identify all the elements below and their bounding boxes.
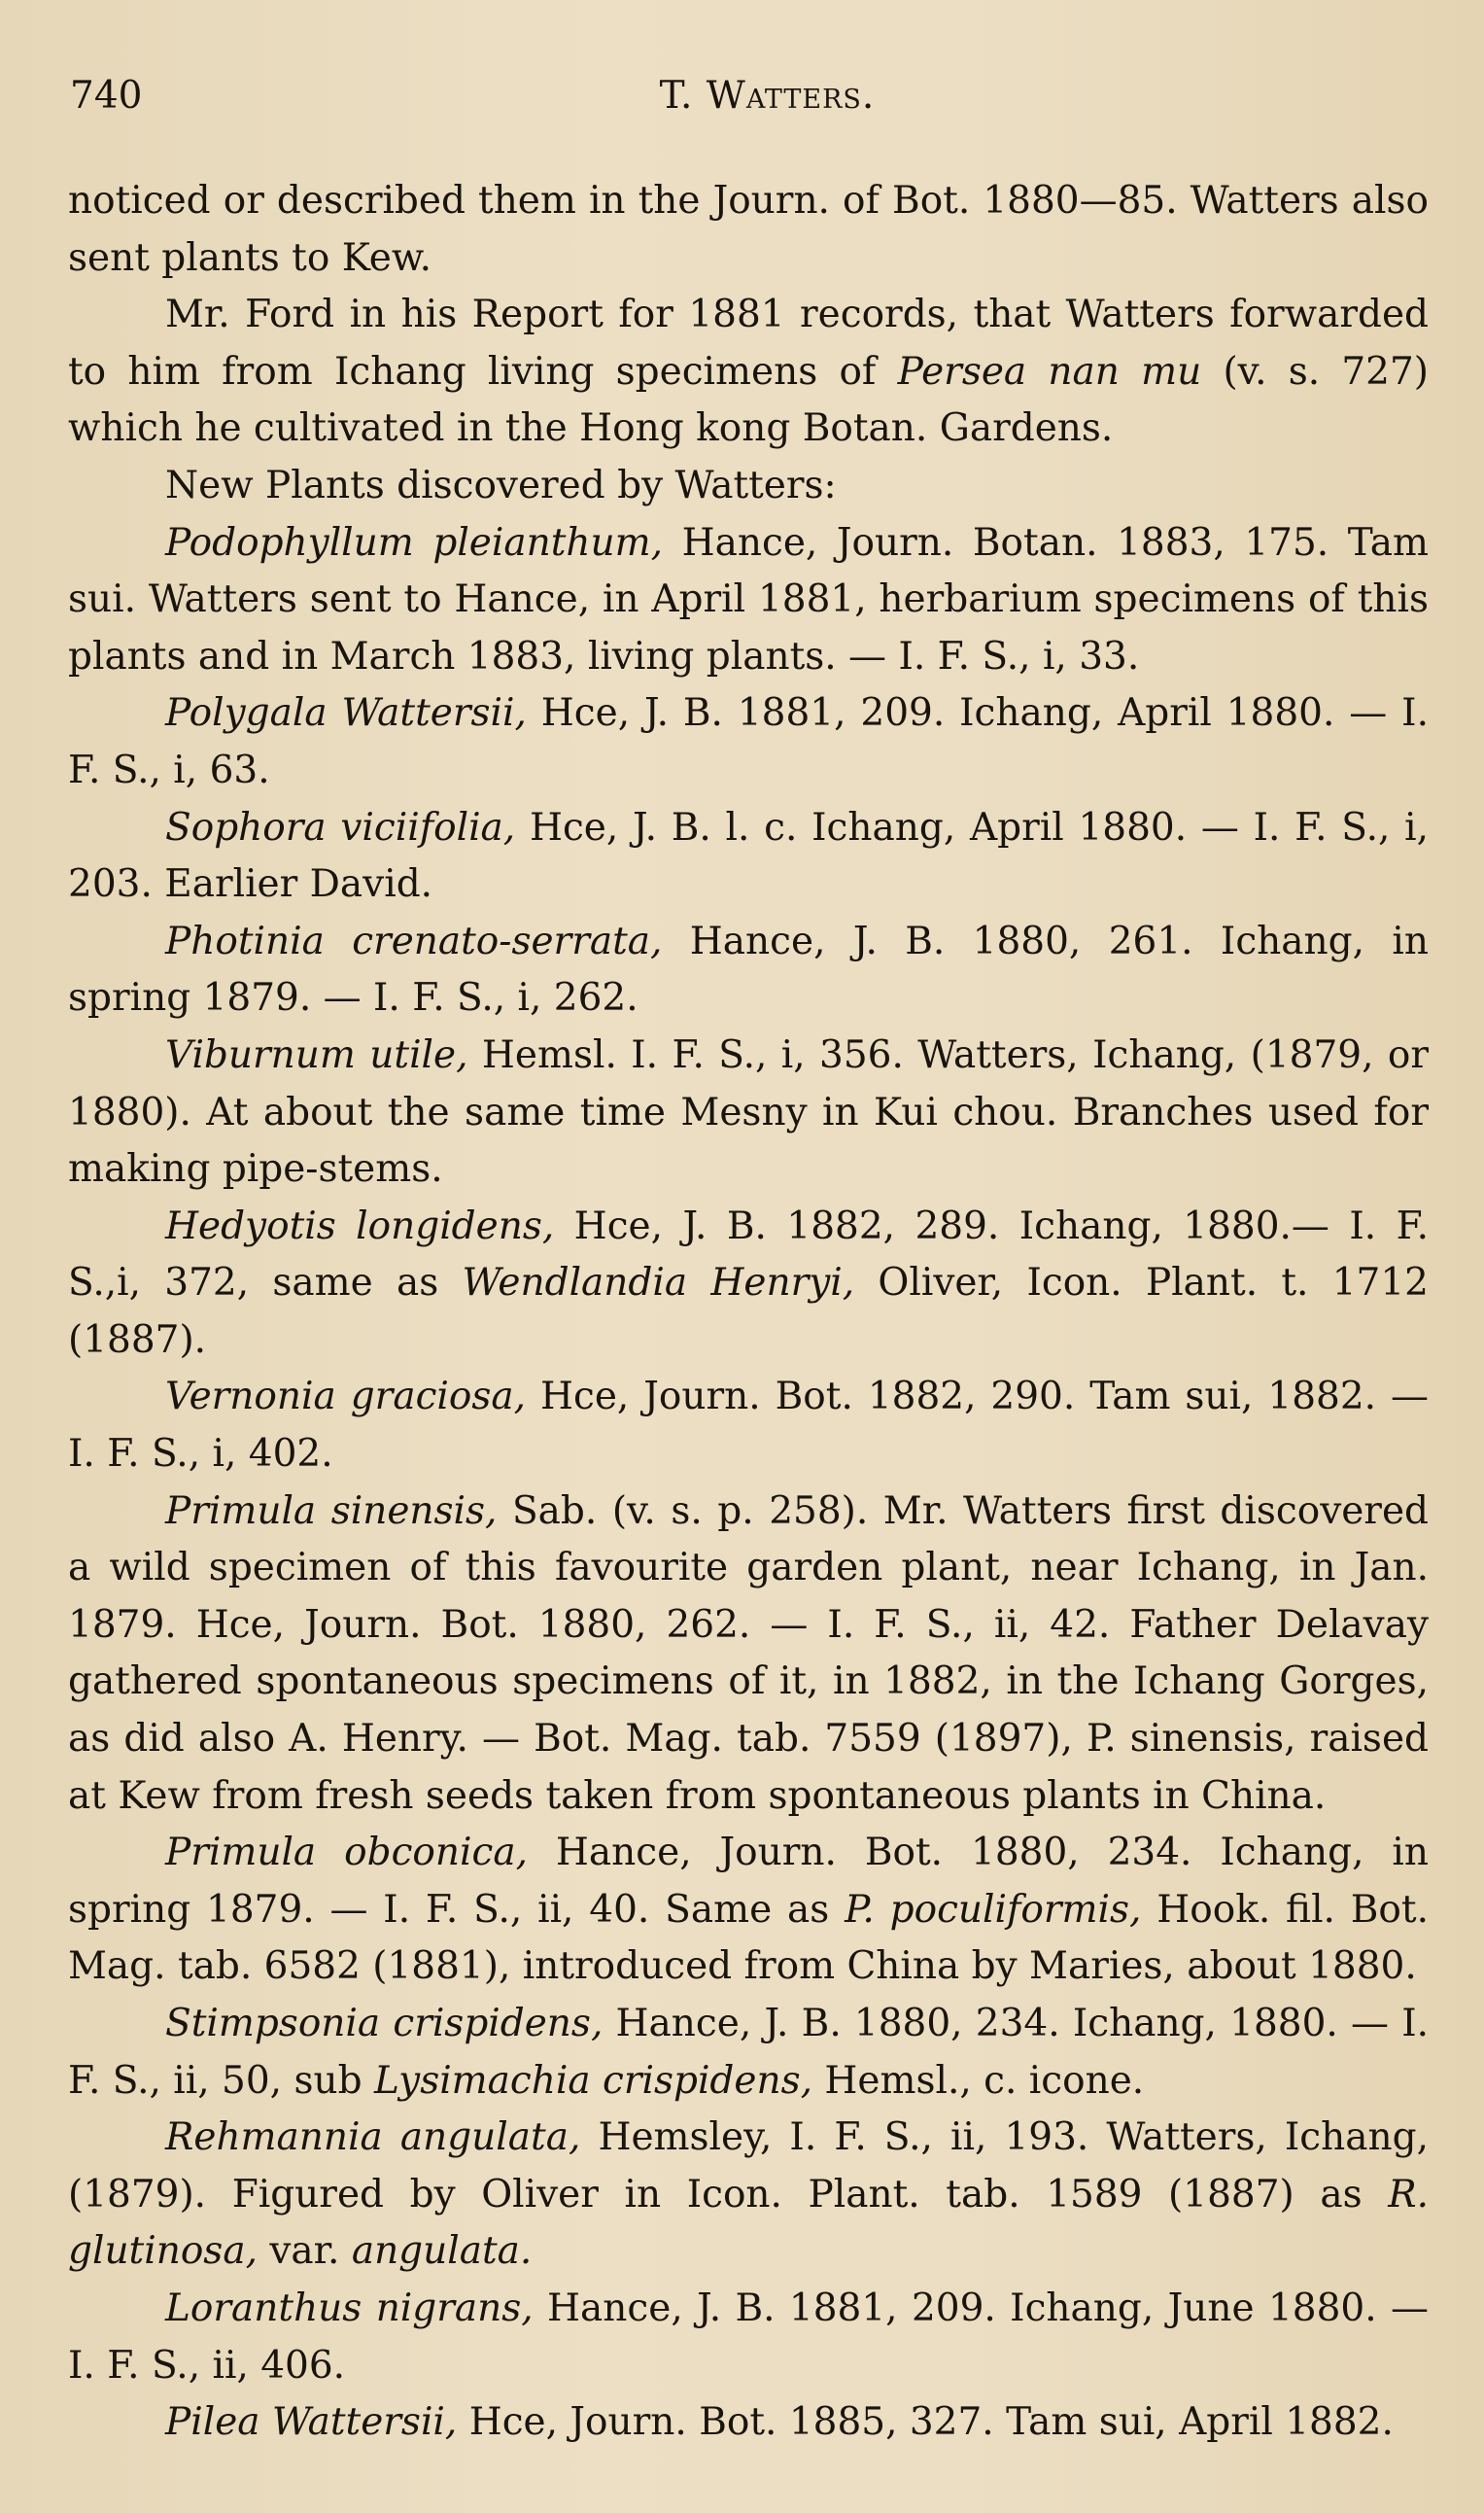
paragraph <box>68 1996 1429 2110</box>
paragraph <box>68 2110 1429 2281</box>
species-name: Vernonia graciosa, <box>165 1375 527 1419</box>
paragraph <box>68 914 1429 1028</box>
paragraph <box>68 458 1429 515</box>
paragraph-text: Hance, J. B. 1880, 234. Ichang, 1880. — I. F. S., ii, 50, sub <box>68 2002 1429 2103</box>
paragraph-text: Hance, J. B. 1881, 209. Ichang, June 1880. — I. F. S., ii, 406. <box>68 2286 1429 2388</box>
paragraph-text: Hance, Journ. Bot. 1880, 234. Ichang, in spring 1879. — I. F. S., ii, 40. Same as <box>68 1831 1429 1932</box>
species-name: Wendlandia Henryi, <box>462 1261 855 1306</box>
paragraph <box>68 800 1429 914</box>
paragraph <box>68 515 1429 686</box>
paragraph-text: Oliver, Icon. Plant. t. 1712 (1887). <box>68 1261 1429 1362</box>
paragraph <box>68 1028 1429 1199</box>
paragraph-text: noticed or described them in the Journ. of Bot. 1880—85. Watters also sent plants to Kew. <box>68 179 1429 280</box>
species-name: Viburnum utile, <box>165 1032 468 1077</box>
paragraph <box>68 1369 1429 1483</box>
species-name: Sophora viciifolia, <box>165 805 516 850</box>
species-name: Persea nan mu <box>897 349 1202 394</box>
species-name: Hedyotis longidens, <box>165 1204 555 1248</box>
species-name: P. poculiformis, <box>845 1887 1142 1932</box>
species-name: Stimpsonia crispidens, <box>165 2002 604 2045</box>
paragraph-text: Hce, J. B. 1881, 209. Ichang, April 1880. — I. F. S., i, 63. <box>68 691 1429 792</box>
paragraph-text: Hook. fil. Bot. Mag. tab. 6582 (1881), introduced from China by Maries, about 1880. <box>68 1887 1429 1989</box>
species-name: Polygala Wattersii, <box>165 691 527 736</box>
species-name: Pilea Wattersii, <box>165 2400 458 2445</box>
paragraph-text: Mr. Ford in his Report for 1881 records, that Watters forwarded to him from Ichang living specimens of <box>68 293 1429 394</box>
page-number: 740 <box>70 74 143 118</box>
paragraph-text: var. <box>257 2229 352 2274</box>
paragraph-text: New Plants discovered by Watters: <box>165 463 837 507</box>
species-name: Photinia crenato-serrata, <box>165 919 663 963</box>
paragraph-text: (v. s. 727) which he cultivated in the Hong kong Botan. Gardens. <box>68 349 1429 451</box>
paragraph-text: Hemsley, I. F. S., ii, 193. Watters, Ichang, (1879). Figured by Oliver in Icon. Plant. tab. 1589 (1887) as <box>68 2115 1430 2216</box>
species-name: angulata. <box>351 2229 533 2274</box>
paragraph-text: Hce, Journ. Bot. 1882, 290. Tam sui, 1882. — I. F. S., i, 402. <box>68 1375 1429 1477</box>
paragraph-text: Sab. (v. s. p. 258). Mr. Watters first discovered a wild specimen of this favourite garden plant, near Ichang, in Jan. 1879. Hce, Journ. Bot. 1880, 262. — I. F. S., ii, 42. Father Delavay gathered spontaneous specimens of it, in 1882, in the Ichang Gorges, as did also A. Henry. — Bot. Mag. tab. 7559 (1897), P. sinensis, raised at Kew from fresh seeds taken from spontaneous plants in China. <box>68 1488 1429 1818</box>
page-body <box>68 173 1429 2452</box>
paragraph <box>68 1825 1429 1996</box>
paragraph-text: Hemsl. I. F. S., i, 356. Watters, Ichang, (1879, or 1880). At about the same time Mesny in Kui chou. Branches used for making pipe-stems. <box>68 1032 1429 1192</box>
paragraph <box>68 1483 1429 1826</box>
page-header <box>70 74 1426 132</box>
running-head: T. Watters. <box>659 74 876 118</box>
paragraph-text: Hance, Journ. Botan. 1883, 175. Tam sui. Watters sent to Hance, in April 1881, herbarium specimens of this plants and in March 1883, living plants. — I. F. S., i, 33. <box>68 520 1429 679</box>
species-name: Loranthus nigrans, <box>165 2286 534 2330</box>
species-name: Primula obconica, <box>165 1831 528 1875</box>
paragraph <box>68 1199 1429 1370</box>
paragraph-text: Hce, J. B. 1882, 289. Ichang, 1880.— I. F. S.,i, 372, same as <box>68 1204 1429 1306</box>
paragraph <box>68 287 1429 458</box>
paragraph <box>68 2281 1429 2394</box>
paragraph <box>68 173 1429 287</box>
species-name: Lysimachia crispidens, <box>373 2058 812 2103</box>
paragraph-text: Hance, J. B. 1880, 261. Ichang, in spring 1879. — I. F. S., i, 262. <box>68 919 1429 1021</box>
species-name: Rehmannia angulata, <box>165 2115 581 2160</box>
paragraph-text: Hce, Journ. Bot. 1885, 327. Tam sui, April 1882. <box>457 2400 1394 2445</box>
paragraph <box>68 2394 1429 2452</box>
paragraph-text: Hemsl., c. icone. <box>812 2058 1145 2103</box>
species-name: Podophyllum pleianthum, <box>165 520 663 565</box>
paragraph <box>68 685 1429 799</box>
species-name: R. glutinosa, <box>68 2172 1429 2274</box>
paragraph-text: Hce, J. B. l. c. Ichang, April 1880. — I. F. S., i, 203. Earlier David. <box>68 805 1429 907</box>
species-name: Primula sinensis, <box>165 1488 498 1533</box>
